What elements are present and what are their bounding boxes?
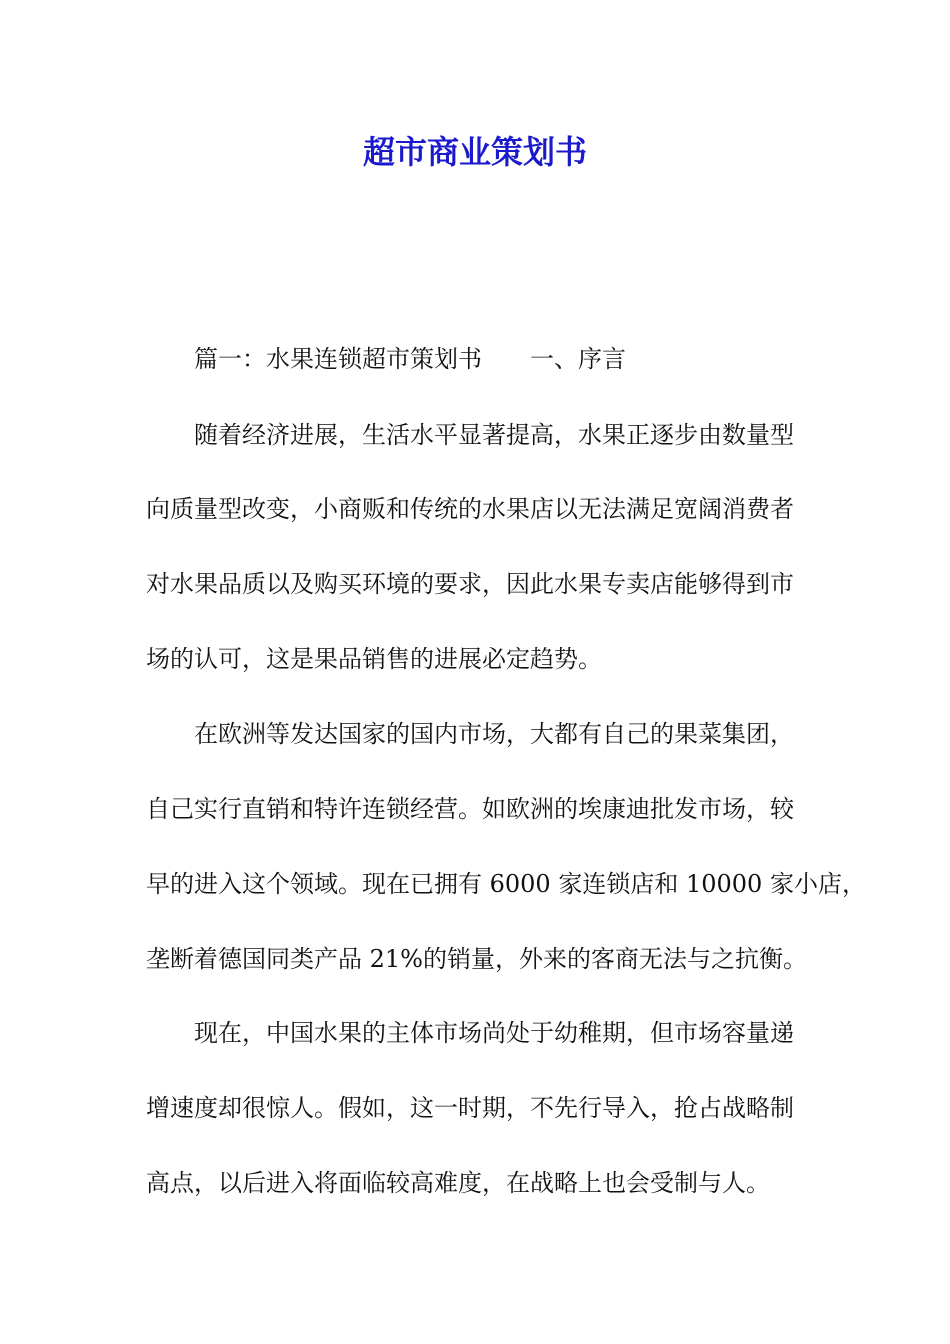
paragraph-line: 增速度却很惊人。假如，这一时期，不先行导入，抢占战略制 bbox=[146, 1094, 794, 1122]
paragraph-line: 早的进入这个领域。现在已拥有 6000 家连锁店和 10000 家小店， bbox=[146, 870, 866, 898]
document-title: 超市商业策划书 bbox=[362, 133, 587, 171]
paragraph-line: 垄断着德国同类产品 21%的销量，外来的客商无法与之抗衡。 bbox=[146, 945, 807, 973]
paragraph-line: 对水果品质以及购买环境的要求，因此水果专卖店能够得到市 bbox=[146, 570, 794, 598]
subsection-heading: 一、序言 bbox=[530, 345, 626, 373]
paragraph-line: 高点，以后进入将面临较高难度，在战略上也会受制与人。 bbox=[146, 1169, 770, 1197]
paragraph-line: 自己实行直销和特许连锁经营。如欧洲的埃康迪批发市场，较 bbox=[146, 795, 794, 823]
paragraph-line: 场的认可，这是果品销售的进展必定趋势。 bbox=[146, 645, 602, 673]
section-heading: 篇一：水果连锁超市策划书 bbox=[194, 345, 482, 373]
section-heading-line bbox=[194, 343, 626, 375]
paragraph-line: 向质量型改变，小商贩和传统的水果店以无法满足宽阔消费者 bbox=[146, 495, 794, 523]
paragraph-line: 现在，中国水果的主体市场尚处于幼稚期，但市场容量递 bbox=[194, 1019, 794, 1047]
paragraph-line: 在欧洲等发达国家的国内市场，大都有自己的果菜集团， bbox=[194, 720, 794, 748]
paragraph-line: 随着经济进展，生活水平显著提高，水果正逐步由数量型 bbox=[194, 421, 794, 449]
